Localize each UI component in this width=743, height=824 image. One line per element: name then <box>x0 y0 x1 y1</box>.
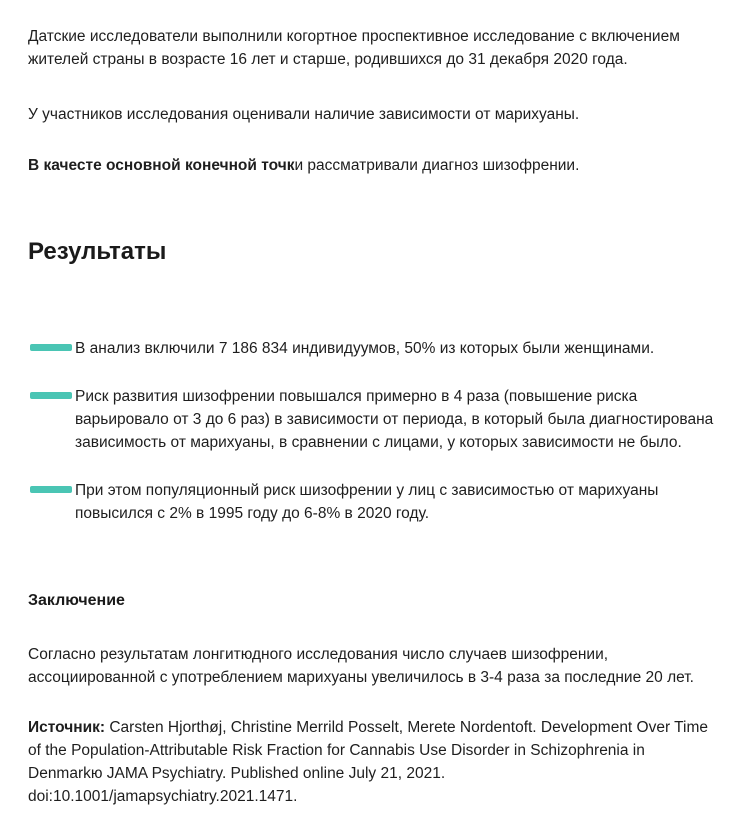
results-heading: Результаты <box>28 238 167 265</box>
conclusion-paragraph: Согласно результатам лонгитюдного исследования число случаев шизофрении, ассоциированной с употреблением марихуаны увеличилось в 3-4 раза за последние 20 лет. <box>28 646 694 686</box>
result-item <box>28 479 715 525</box>
bullet-dash-icon <box>30 344 72 351</box>
intro-paragraph-3 <box>28 154 715 177</box>
source-citation: Carsten Hjorthøj, Christine Merrild Posselt, Merete Nordentoft. Development Over Time of the Population-Attributable Risk Fraction for Cannabis Use Disorder in Schizophrenia in Denmarkю JAMA Psychiatry. Published online July 21, 2021. doi:10.1001/jamapsychiatry.2021.1471. <box>28 719 709 805</box>
primary-endpoint-label: В качесте основной конечной точк <box>28 157 295 174</box>
article-page <box>0 25 743 824</box>
result-item-text: В анализ включили 7 186 834 индивидуумов, 50% из которых были женщинами. <box>75 340 655 357</box>
conclusion-heading: Заключение <box>28 592 125 609</box>
intro-paragraph-1: Датские исследователи выполнили когортное проспективное исследование с включением жителей страны в возрасте 16 лет и старше, родившихся до 31 декабря 2020 года. <box>28 28 680 68</box>
intro-paragraph-2: У участников исследования оценивали наличие зависимости от марихуаны. <box>28 106 580 123</box>
result-item <box>28 337 715 360</box>
source-label: Источник: <box>28 719 106 736</box>
result-item-text: Риск развития шизофрении повышался примерно в 4 раза (повышение риска варьировало от 3 до 6 раз) в зависимости от периода, в который была диагностирована зависимость от марихуаны, в сравнении с лицами, у которых зависимости не было. <box>75 388 714 451</box>
result-item-text: При этом популяционный риск шизофрении у лиц с зависимостью от марихуаны повысился с 2% в 1995 году до 6-8% в 2020 году. <box>75 482 659 522</box>
primary-endpoint-text: и рассматривали диагноз шизофрении. <box>294 157 580 174</box>
source-paragraph <box>28 716 715 808</box>
bullet-dash-icon <box>30 486 72 493</box>
results-bullet-list <box>28 337 715 525</box>
result-item <box>28 385 715 454</box>
bullet-dash-icon <box>30 392 72 399</box>
